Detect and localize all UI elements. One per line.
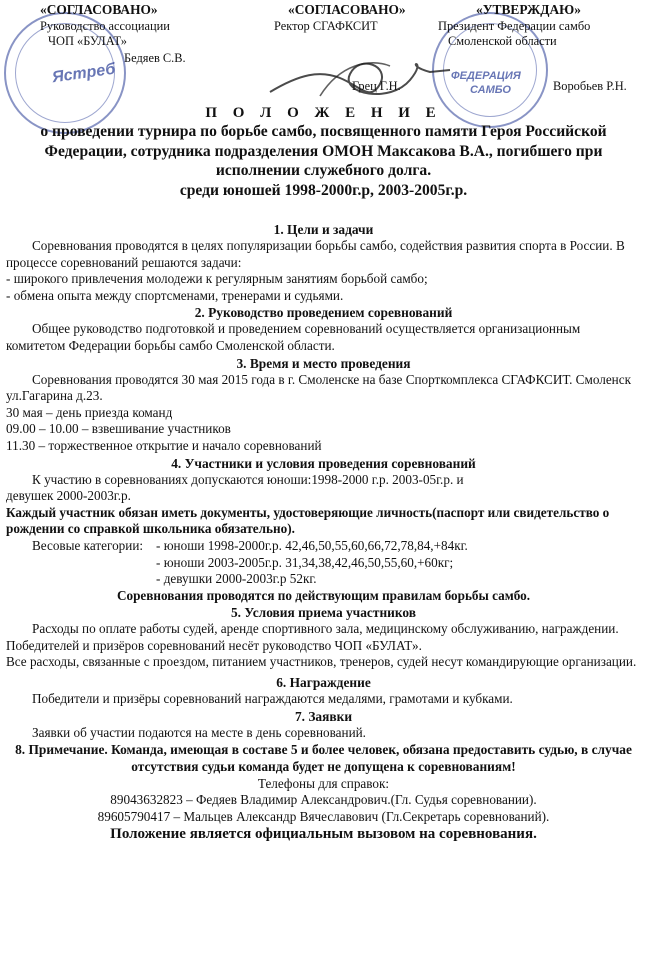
section-5-heading: 5. Условия приема участников <box>230 605 417 621</box>
approval-2-signer: Грец Г.Н. <box>352 79 401 93</box>
right-seal-text-2: САМБО <box>470 84 511 96</box>
section-8-note: 8. Примечание. Команда, имеющая в составе 5 и более человек, обязана предоставить судью, в случае отсутствия судьи команда будет не допущена к соревнованиям! <box>15 742 632 775</box>
weight-categories <box>0 538 647 588</box>
section-6-paragraph: Победители и призёры соревнований награждаются медалями, грамотами и кубками. <box>32 691 513 707</box>
section-4-rules: Соревнования проводятся по действующим правилам борьбы самбо. <box>116 587 531 603</box>
section-4-paragraph-cont: девушек 2000-2003г.р. <box>6 488 131 504</box>
weight-category-3: - девушки 2000-2003г.р 52кг. <box>156 571 317 587</box>
section-2-paragraph: Общее руководство подготовкой и проведением соревнований осуществляется организационным комитетом Федерации борьбы самбо Смоленской области. <box>6 321 581 353</box>
section-3-line-3: 11.30 – торжественное открытие и начало соревнований <box>6 437 322 453</box>
approval-1-line2: ЧОП «БУЛАТ» <box>48 33 127 48</box>
section-3-heading: 3. Время и место проведения <box>236 355 411 371</box>
section-4-heading: 4. Участники и условия проведения соревнований <box>171 455 476 471</box>
section-6-heading: 6. Награждение <box>276 675 371 691</box>
document-subtitle: о проведении турнира по борьбе самбо, посвященного памяти Героя Российской Федерации, сотрудника подразделения ОМОН Максакова В.А., погибшего при исполнении служебного долга. <box>40 123 607 180</box>
approval-block-3 <box>438 2 643 49</box>
weight-category-1: - юноши 1998-2000г.р. 42,46,50,55,60,66,72,78,84,+84кг. <box>156 537 468 553</box>
approval-2-line1: Ректор СГАФКСИТ <box>274 18 378 33</box>
approval-3-heading: «УТВЕРЖДАЮ» <box>476 2 581 17</box>
approval-2-heading: «СОГЛАСОВАНО» <box>288 2 406 17</box>
approval-1-signer: Бедяев С.В. <box>124 51 186 65</box>
approval-3-line2: Смоленской области <box>448 33 557 48</box>
phones-label: Телефоны для справок: <box>257 775 390 791</box>
left-seal-text: Ястреб <box>51 60 117 87</box>
weight-category-2: - юноши 2003-2005г.р. 31,34,38,42,46,50,55,60,+60кг; <box>156 554 454 570</box>
section-4-documents-note: Каждый участник обязан иметь документы, удостоверяющие личность(паспорт или свидетельство о рождении со справкой школьника обязательно). <box>6 504 610 537</box>
section-7-paragraph: Заявки об участии подаются на месте в день соревнований. <box>32 724 366 740</box>
right-seal-text-1: ФЕДЕРАЦИЯ <box>451 70 521 82</box>
phone-contact-2: 89605790417 – Мальцев Александр Вячеславович (Гл.Секретарь соревнований). <box>97 808 550 824</box>
section-7-heading: 7. Заявки <box>294 708 353 724</box>
section-5-paragraph-2: Все расходы, связанные с проездом, питанием участников, тренеров, судей несут командирующие организации. <box>6 654 637 670</box>
section-1-paragraph: Соревнования проводятся в целях популяризации борьбы самбо, содействия развития спорта в России. В процессе соревнований решаются задачи: <box>6 238 625 270</box>
section-2-heading: 2. Руководство проведением соревнований <box>194 305 453 321</box>
approval-1-line1: Руководство ассоциации <box>40 18 170 33</box>
approval-3-signer: Воробьев Р.Н. <box>553 79 627 93</box>
section-3-line-2: 09.00 – 10.00 – взвешивание участников <box>6 421 231 437</box>
phone-contact-1: 89043632823 – Федяев Владимир Александрович.(Гл. Судья соревновании). <box>110 792 537 808</box>
approval-block-1 <box>40 2 240 49</box>
document-title: П О Л О Ж Е Н И Е <box>205 105 442 121</box>
section-1-item-1: - широкого привлечения молодежи к регулярным занятиям борьбой самбо; <box>6 271 428 287</box>
section-1-heading: 1. Цели и задачи <box>273 222 374 237</box>
document-body <box>0 221 647 844</box>
weight-categories-label: Весовые категории: <box>32 537 144 553</box>
section-5-paragraph-1: Расходы по оплате работы судей, аренде спортивного зала, медицинскому обслуживанию, награждении. Победителей и призёров соревнований несёт руководство ЧОП «БУЛАТ». <box>6 621 619 653</box>
section-1-item-2: - обмена опыта между спортсменами, тренерами и судьями. <box>6 287 344 303</box>
approval-1-heading: «СОГЛАСОВАНО» <box>40 2 158 17</box>
approval-header <box>0 2 647 100</box>
section-3-paragraph: Соревнования проводятся 30 мая 2015 года в г. Смоленске на базе Спорткомплекса СГАФКСИТ. Смоленск ул.Гагарина д.23. <box>6 371 631 404</box>
document-subtitle-ages: среди юношей 1998-2000г.р, 2003-2005г.р. <box>179 181 468 199</box>
approval-3-line1: Президент Федерации самбо <box>438 18 591 33</box>
official-call-statement: Положение является официальным вызовом на соревнования. <box>110 826 537 843</box>
weight-categories-list <box>156 538 468 588</box>
document-title-block <box>0 104 647 200</box>
section-4-paragraph: К участию в соревнованиях допускаются юноши:1998-2000 г.р. 2003-05г.р. и <box>32 471 464 487</box>
section-3-line-1: 30 мая – день приезда команд <box>6 404 173 420</box>
